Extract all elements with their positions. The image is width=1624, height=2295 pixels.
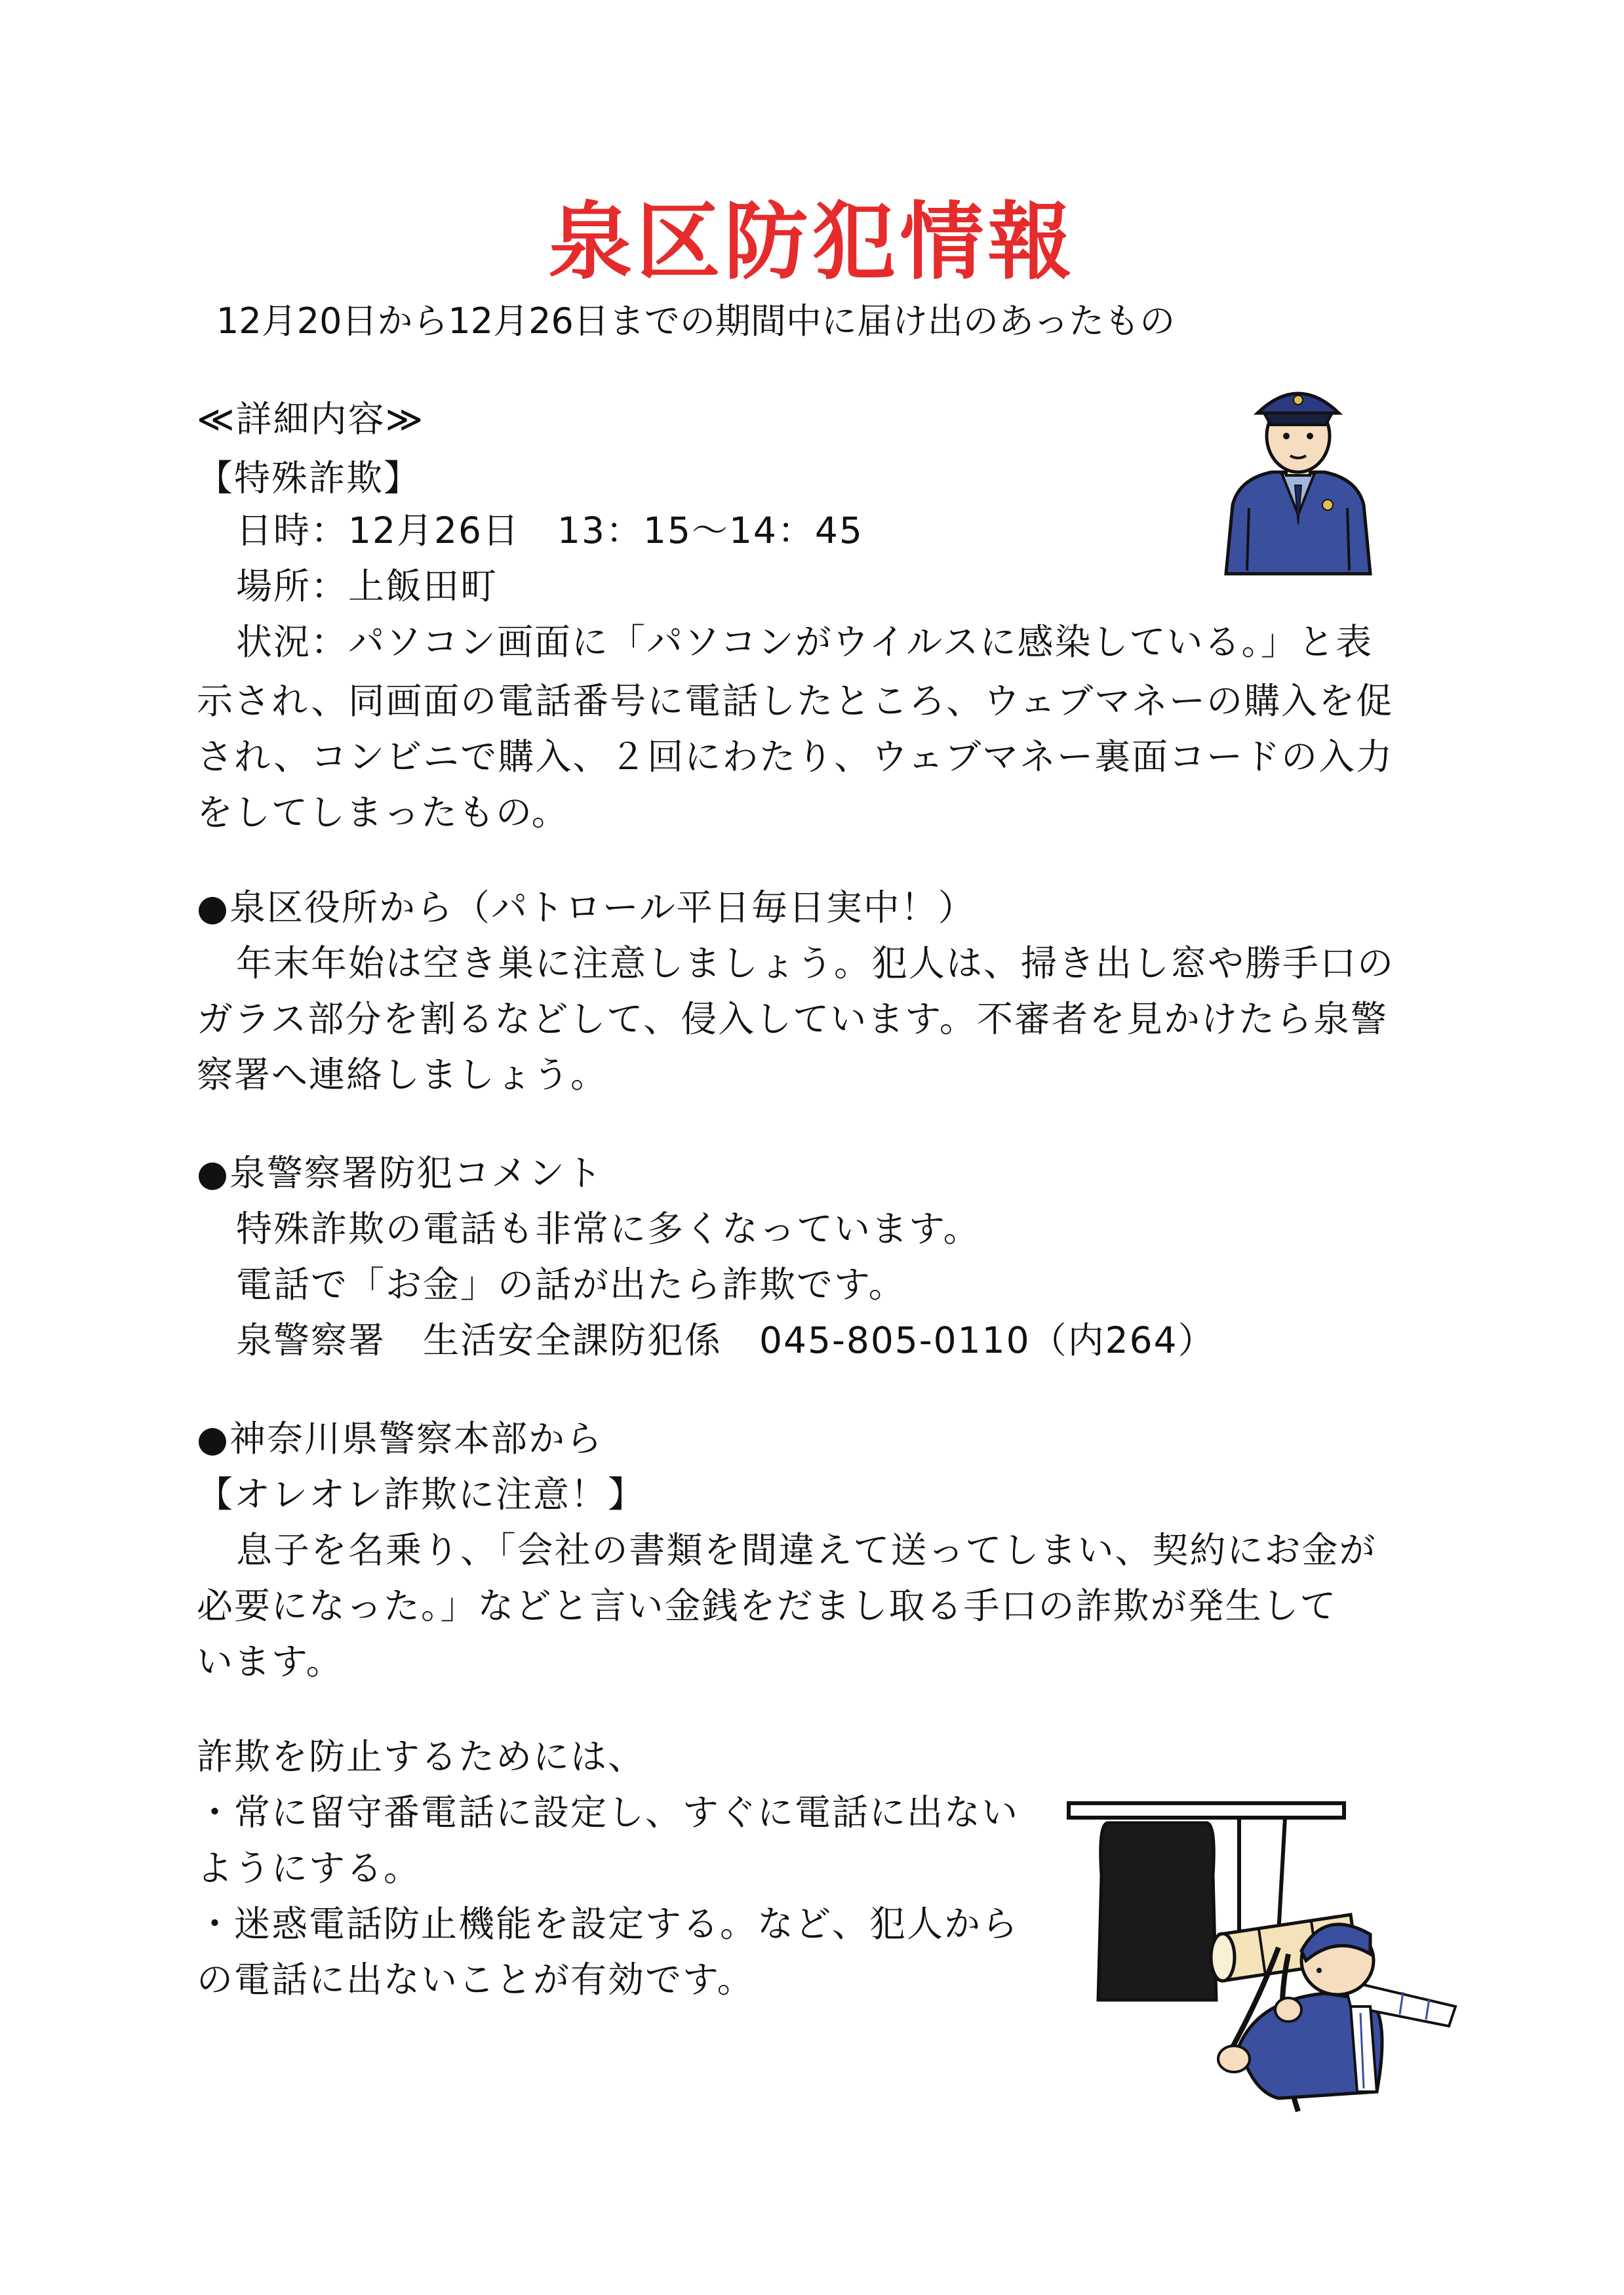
prefectural-hq-line: 息子を名乗り、「会社の書類を間違えて送ってしまい、契約にお金が bbox=[236, 1529, 1377, 1571]
page-title: 泉区防犯情報 bbox=[548, 193, 1076, 291]
situation-line: 状況：パソコン画面に「パソコンがウイルスに感染している。」と表 bbox=[236, 621, 1374, 663]
case-datetime: 日時：12月26日 13：15～14：45 bbox=[236, 509, 863, 551]
prevention-line: の電話に出ないことが有効です。 bbox=[197, 1959, 755, 2001]
prevention-line: ・常に留守番電話に設定し、すぐに電話に出ない bbox=[197, 1791, 1020, 1833]
case-type: 【特殊詐欺】 bbox=[197, 457, 422, 499]
ward-office-line: 察署へ連絡しましょう。 bbox=[197, 1054, 608, 1096]
prefectural-hq-line: 必要になった。」などと言い金銭をだまし取る手口の詐欺が発生して bbox=[197, 1585, 1337, 1627]
fraud-warning-subheading: 【オレオレ詐欺に注意！】 bbox=[197, 1473, 646, 1515]
police-station-line: 特殊詐欺の電話も非常に多くなっています。 bbox=[236, 1208, 981, 1250]
prefectural-hq-line: います。 bbox=[197, 1641, 344, 1683]
prefectural-hq-heading: ●神奈川県警察本部から bbox=[197, 1418, 603, 1460]
prevention-line: ・迷惑電話防止機能を設定する。など、犯人から bbox=[197, 1903, 1020, 1945]
prevention-intro: 詐欺を防止するためには、 bbox=[197, 1736, 646, 1778]
situation-line: をしてしまったもの。 bbox=[197, 791, 569, 833]
prevention-line: ようにする。 bbox=[197, 1847, 422, 1889]
report-period: 12月20日から12月26日までの期間中に届け出のあったもの bbox=[216, 300, 1176, 342]
ward-office-line: ガラス部分を割るなどして、侵入しています。不審者を見かけたら泉警 bbox=[197, 998, 1388, 1040]
situation-line: され、コンビニで購入、２回にわたり、ウェブマネー裏面コードの入力 bbox=[197, 736, 1394, 778]
new-year-bell-illustration bbox=[1062, 1784, 1469, 2125]
ward-office-line: 年末年始は空き巣に注意しましょう。犯人は、掃き出し窓や勝手口の bbox=[236, 942, 1395, 984]
police-officer-illustration bbox=[1213, 374, 1383, 577]
police-contact: 泉警察署 生活安全課防犯係 045-805-0110（内264） bbox=[236, 1319, 1216, 1361]
situation-line: 示され、同画面の電話番号に電話したところ、ウェブマネーの購入を促 bbox=[197, 680, 1394, 722]
detail-heading: ≪詳細内容≫ bbox=[197, 398, 425, 440]
case-place: 場所：上飯田町 bbox=[236, 565, 498, 607]
ward-office-heading: ●泉区役所から（パトロール平日毎日実中！） bbox=[197, 887, 976, 928]
police-station-line: 電話で「お金」の話が出たら詐欺です。 bbox=[236, 1264, 906, 1306]
police-station-heading: ●泉警察署防犯コメント bbox=[197, 1152, 603, 1194]
